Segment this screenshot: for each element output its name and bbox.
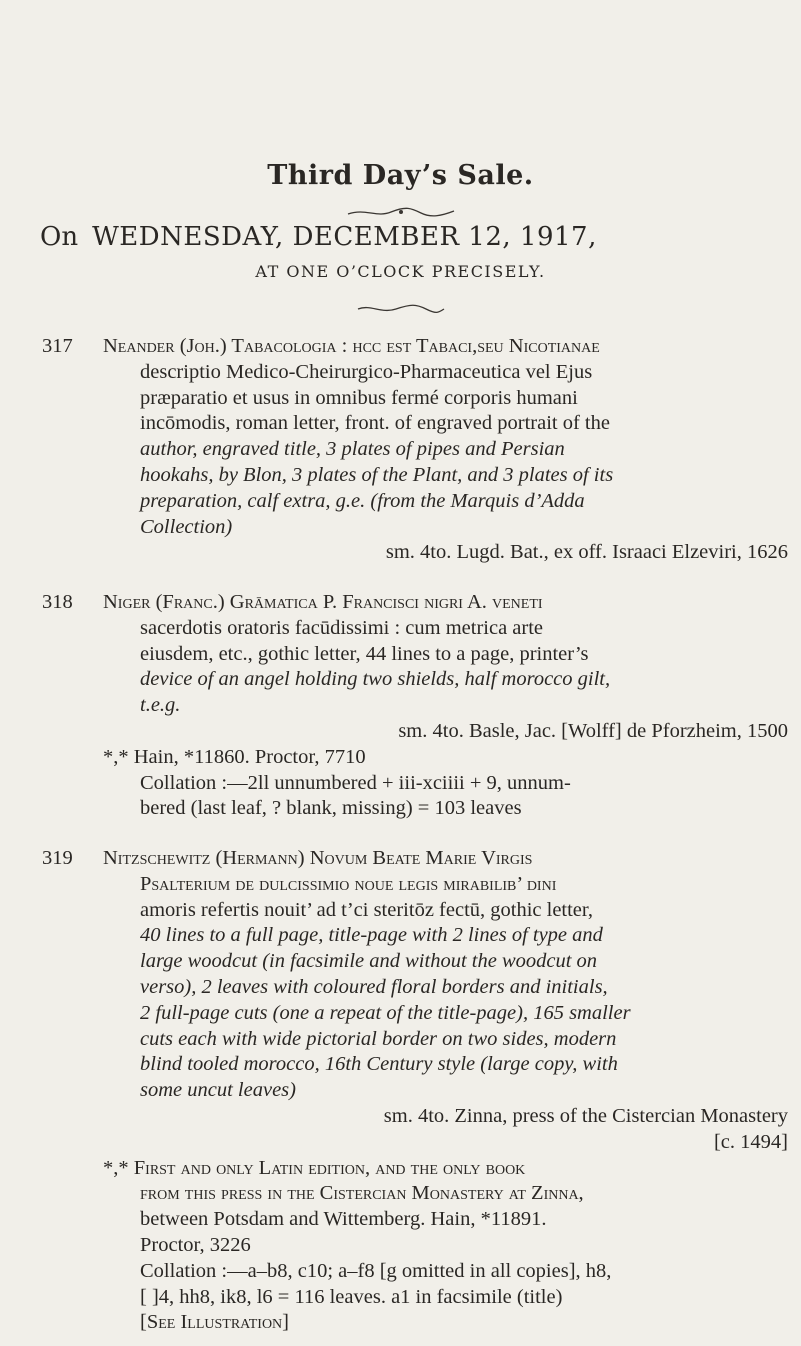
lot-line: hookahs, by Blon, 3 plates of the Plant, and 3 plates of its [140, 463, 614, 486]
lot-number: 318 [42, 591, 73, 613]
see-illustration-note: [See Illustration] [140, 1311, 289, 1334]
lot-imprint: sm. 4to. Zinna, press of the Cistercian Monastery [383, 1104, 788, 1127]
lot-note: *,* First and only Latin edition, and the only book [103, 1156, 526, 1179]
lot-line: verso), 2 leaves with coloured floral borders and initials, [140, 975, 608, 998]
lot-number: 317 [42, 335, 73, 357]
lot-line: [ ]4, hh8, ik8, l6 = 116 leaves. a1 in facsimile (title) [140, 1285, 563, 1308]
lot-collation: Collation :—2ll unnumbered + iii-xciiii + 9, unnum- [140, 771, 571, 794]
lot-line: 2 full-page cuts (one a repeat of the title-page), 165 smaller [140, 1001, 631, 1024]
lot-line: between Potsdam and Wittemberg. Hain, *11891. [140, 1208, 547, 1231]
lot-description [103, 334, 793, 566]
lot-line: præparatio et usus in omnibus fermé corporis humani [140, 386, 578, 409]
lot-description [103, 846, 793, 1336]
lot-imprint: sm. 4to. Lugd. Bat., ex off. Israaci Elzeviri, 1626 [385, 541, 788, 564]
lot-line: t.e.g. [140, 694, 181, 717]
lot-line: Psalterium de dulcissimio noue legis mirabilib’ dini [140, 872, 557, 895]
lot-imprint: sm. 4to. Basle, Jac. [Wolff] de Pforzheim, 1500 [398, 719, 788, 742]
dateline-on: On [40, 222, 79, 252]
lot-line: Collection) [140, 515, 233, 538]
lot-line: bered (last leaf, ? blank, missing) = 103 leaves [140, 797, 522, 820]
lot-description [103, 590, 793, 822]
lot-collation: Collation :—a–b8, c10; a–f8 [g omitted in all copies], h8, [140, 1259, 612, 1282]
lot-line: amoris refertis nouit’ ad t’ci steritōz fectū, gothic letter, [140, 898, 594, 921]
sale-date: WEDNESDAY, DECEMBER 12, 1917, [92, 222, 597, 252]
sale-time: AT ONE O’CLOCK PRECISELY. [255, 262, 546, 281]
lot-line: incōmodis, roman letter, front. of engraved portrait of the [140, 412, 610, 435]
lot-line: sacerdotis oratoris facūdissimi : cum metrica arte [140, 616, 544, 639]
ornament-icon [346, 206, 456, 218]
lot-line: device of an angel holding two shields, half morocco gilt, [140, 668, 611, 691]
sale-date-line [40, 222, 597, 252]
ornamental-rule-2 [0, 303, 801, 323]
lot-line: some uncut leaves) [140, 1079, 296, 1102]
ornament-icon [356, 303, 446, 315]
lot-reference: *,* Hain, *11860. Proctor, 7710 [103, 745, 366, 768]
lot-line: Nitzschewitz (Hermann) Novum Beate Marie Virgis [103, 847, 533, 869]
lot-line: Niger (Franc.) Grāmatica P. Francisci nigri A. veneti [103, 591, 543, 613]
lot-line: from this press in the Cistercian Monastery at Zinna, [140, 1182, 584, 1205]
lot-line: eiusdem, etc., gothic letter, 44 lines to a page, printer’s [140, 642, 589, 665]
lot-line: descriptio Medico-Cheirurgico-Pharmaceutica vel Ejus [140, 360, 593, 383]
lot-line: blind tooled morocco, 16th Century style (large copy, with [140, 1053, 618, 1076]
lot-date: [c. 1494] [713, 1130, 788, 1153]
lot-line: author, engraved title, 3 plates of pipes and Persian [140, 438, 565, 461]
lot-number: 319 [42, 847, 73, 869]
lot-line: preparation, calf extra, g.e. (from the Marquis d’Adda [140, 489, 585, 512]
lot-line: large woodcut (in facsimile and without the woodcut on [140, 950, 598, 973]
lot-line: Neander (Joh.) Tabacologia : hcc est Tabaci,seu Nicotianae [103, 335, 600, 357]
page-title: Third Day’s Sale. [267, 160, 534, 191]
lot-line: 40 lines to a full page, title-page with 2 lines of type and [140, 924, 603, 947]
lot-line: Proctor, 3226 [140, 1233, 251, 1256]
lot-line: cuts each with wide pictorial border on two sides, modern [140, 1027, 617, 1050]
